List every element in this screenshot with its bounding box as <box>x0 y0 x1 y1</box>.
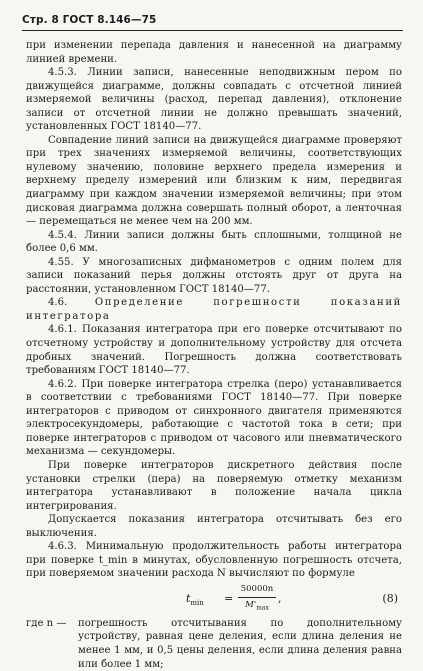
paragraph: 4.6.1. Показания интегратора при его поверке отсчитывают по отсчетному устройству и дополнительному устройству для отсчета дробных значений. Погрешность должна соответствовать требованиям ГОСТ 18140—77. <box>26 324 402 377</box>
paragraph: 4.6.2. При поверке интегратора стрелка (перо) устанавливается в соответствии с требованиями ГОСТ 18140—77. При поверке интеграторов с приводом от синхронного двигателя применяются электросекундомеры, работающие с частотой тока в сети; при поверке интеграторов с приводом от часового или пневматического механизма — секундомеры. <box>26 378 402 458</box>
section-heading <box>26 296 402 323</box>
where-label: где n — <box>26 617 67 629</box>
formula-denominator: $M'_{max}$ <box>245 600 269 613</box>
paragraph: Совпадение линий записи на движущейся диаграмме проверяют при трех значениях измеряемой величины, соответствующих нулевому значению, половине верхнего предела измерения и верхнему пределу измерений или близким к ним, передвигая диаграмму при каждом значении измеряемой величины; при этом дисковая диаграмма должна совершать полный оборот, а ленточная — перемещаться не менее чем на 200 мм. <box>26 134 402 228</box>
header-rule <box>22 30 403 31</box>
paragraph: 4.5.3. Линии записи, нанесенные неподвижным пером по движущейся диаграмме, должны совпадать с отсчетной линией измеряемой величины (расход, перепад давления), отклонение записи от отсчетной линии не должно превышать значений, установленных ГОСТ 18140—77. <box>26 67 402 133</box>
formula-fraction <box>238 583 276 616</box>
paragraph: при изменении перепада давления и нанесенной на диаграмму линией времени. <box>26 40 402 65</box>
section-number: 4.6. <box>48 297 68 309</box>
formula-equals: = <box>224 591 234 605</box>
formula-comma: , <box>278 591 282 605</box>
paragraph: При поверке интеграторов дискретного действия после установки стрелки (пера) на поверяемую отметку механизм интегратора устанавливают в положение начала цикла интегрирования. <box>26 459 402 512</box>
formula <box>26 583 402 613</box>
formula-number: (8) <box>382 591 398 605</box>
where-text: погрешность отсчитывания по дополнительному устройству, равная цене деления, если длина деления не менее 1 мм, и 0,5 цены деления, если длина деления равна или более 1 мм; <box>78 617 402 670</box>
where-clause <box>26 617 402 671</box>
formula-numerator: 50000n <box>238 583 276 599</box>
paragraph: 4.55. У многозаписных дифманометров с одним полем для записи показаний перья должны отстоять друг от друга на расстоянии, установленном ГОСТ 18140—77. <box>26 256 402 295</box>
section-title: Определение погрешности показаний интегратора <box>26 297 402 322</box>
document-body <box>26 39 402 671</box>
formula-lhs: $t_{min}$ <box>186 591 204 608</box>
paragraph: Допускается показания интегратора отсчитывать без его выключения. <box>26 514 402 539</box>
page-header: Стр. 8 ГОСТ 8.146—75 <box>22 14 157 26</box>
paragraph: 4.5.4. Линии записи должны быть сплошными, толщиной не более 0,6 мм. <box>26 229 402 255</box>
paragraph: 4.6.3. Минимальную продолжительность работы интегратора при поверке t_min в минутах, обусловленную погрешность отсчета, при поверяемом значении расхода N вычисляют по формуле <box>26 541 402 580</box>
